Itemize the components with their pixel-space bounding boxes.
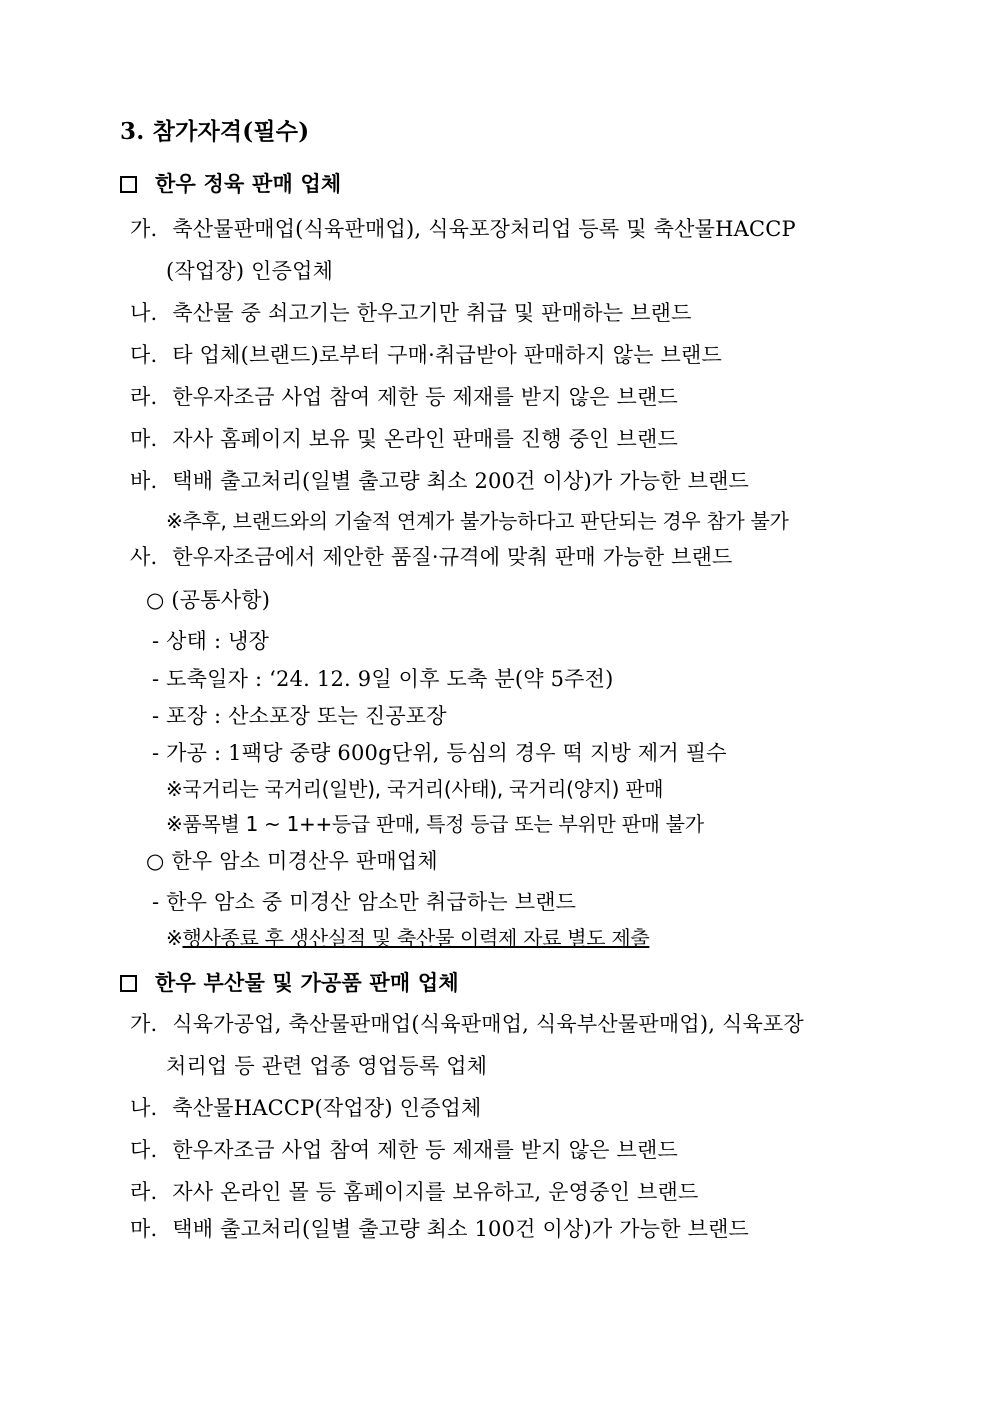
list-item <box>130 1215 749 1243</box>
note: ※품목별 1 ~ 1++등급 판매, 특정 등급 또는 부위만 판매 불가 <box>166 812 704 836</box>
note: ※추후, 브랜드와의 기술적 연계가 불가능하다고 판단되는 경우 참가 불가 <box>166 509 789 533</box>
list-item <box>130 467 749 495</box>
list-item-continuation: 처리업 등 관련 업종 영업등록 업체 <box>166 1054 488 1078</box>
item-label: 가. <box>130 217 158 241</box>
item-label: 사. <box>130 545 158 569</box>
list-item <box>130 1094 482 1122</box>
item-text: 축산물판매업(식육판매업), 식육포장처리업 등록 및 축산물HACCP <box>172 217 796 241</box>
list-item <box>130 215 796 243</box>
common-item: - 포장 : 산소포장 또는 진공포장 <box>152 704 447 728</box>
item-label: 다. <box>130 1138 158 1162</box>
item-label: 라. <box>130 1180 158 1204</box>
amso-item: - 한우 암소 중 미경산 암소만 취급하는 브랜드 <box>152 890 577 914</box>
list-item <box>130 299 692 327</box>
group1-heading-text: 한우 정육 판매 업체 <box>155 171 342 196</box>
item-label: 다. <box>130 343 158 367</box>
list-item <box>130 1178 698 1206</box>
group2-heading <box>120 969 459 997</box>
common-item: - 가공 : 1팩당 중량 600g단위, 등심의 경우 떡 지방 제거 필수 <box>152 741 727 765</box>
list-item <box>130 543 733 571</box>
item-text: 식육가공업, 축산물판매업(식육판매업, 식육부산물판매업), 식육포장 <box>172 1012 804 1036</box>
list-item-continuation: (작업장) 인증업체 <box>166 259 334 283</box>
item-text: 한우자조금에서 제안한 품질·규격에 맞춰 판매 가능한 브랜드 <box>172 545 733 569</box>
item-text: 축산물 중 쇠고기는 한우고기만 취급 및 판매하는 브랜드 <box>172 301 692 325</box>
list-item <box>130 425 678 453</box>
section-title: 3. 참가자격(필수) <box>120 118 310 145</box>
list-item <box>130 1136 678 1164</box>
note: ※국거리는 국거리(일반), 국거리(사태), 국거리(양지) 판매 <box>166 777 664 801</box>
group2-heading-text: 한우 부산물 및 가공품 판매 업체 <box>155 970 459 995</box>
checkbox-square-icon <box>120 975 137 992</box>
group1-heading <box>120 170 341 198</box>
underlined-note: 행사종료 후 생산실적 및 축산물 이력제 자료 별도 제출 <box>182 926 650 950</box>
item-text: 택배 출고처리(일별 출고량 최소 200건 이상)가 가능한 브랜드 <box>172 469 750 493</box>
common-item: - 도축일자 : ‘24. 12. 9일 이후 도축 분(약 5주전) <box>152 667 614 691</box>
note <box>166 924 649 952</box>
item-label: 바. <box>130 469 158 493</box>
item-text: 한우자조금 사업 참여 제한 등 제재를 받지 않은 브랜드 <box>172 385 678 409</box>
item-label: 나. <box>130 301 158 325</box>
item-text: 자사 온라인 몰 등 홈페이지를 보유하고, 운영중인 브랜드 <box>172 1180 699 1204</box>
common-item: - 상태 : 냉장 <box>152 629 270 653</box>
item-label: 나. <box>130 1096 158 1120</box>
item-text: 자사 홈페이지 보유 및 온라인 판매를 진행 중인 브랜드 <box>172 427 678 451</box>
item-label: 라. <box>130 385 158 409</box>
item-text: 축산물HACCP(작업장) 인증업체 <box>172 1096 482 1120</box>
checkbox-square-icon <box>120 176 137 193</box>
item-label: 마. <box>130 427 158 451</box>
item-label: 가. <box>130 1012 158 1036</box>
item-text: 한우자조금 사업 참여 제한 등 제재를 받지 않은 브랜드 <box>172 1138 678 1162</box>
item-label: 마. <box>130 1217 158 1241</box>
item-text: 타 업체(브랜드)로부터 구매·취급받아 판매하지 않는 브랜드 <box>172 343 722 367</box>
note-mark: ※ <box>166 926 183 950</box>
item-text: 택배 출고처리(일별 출고량 최소 100건 이상)가 가능한 브랜드 <box>172 1217 750 1241</box>
list-item <box>130 341 722 369</box>
amso-heading: ○ 한우 암소 미경산우 판매업체 <box>146 849 438 873</box>
common-heading: ○ (공통사항) <box>146 588 271 612</box>
list-item <box>130 383 678 411</box>
list-item <box>130 1010 804 1038</box>
